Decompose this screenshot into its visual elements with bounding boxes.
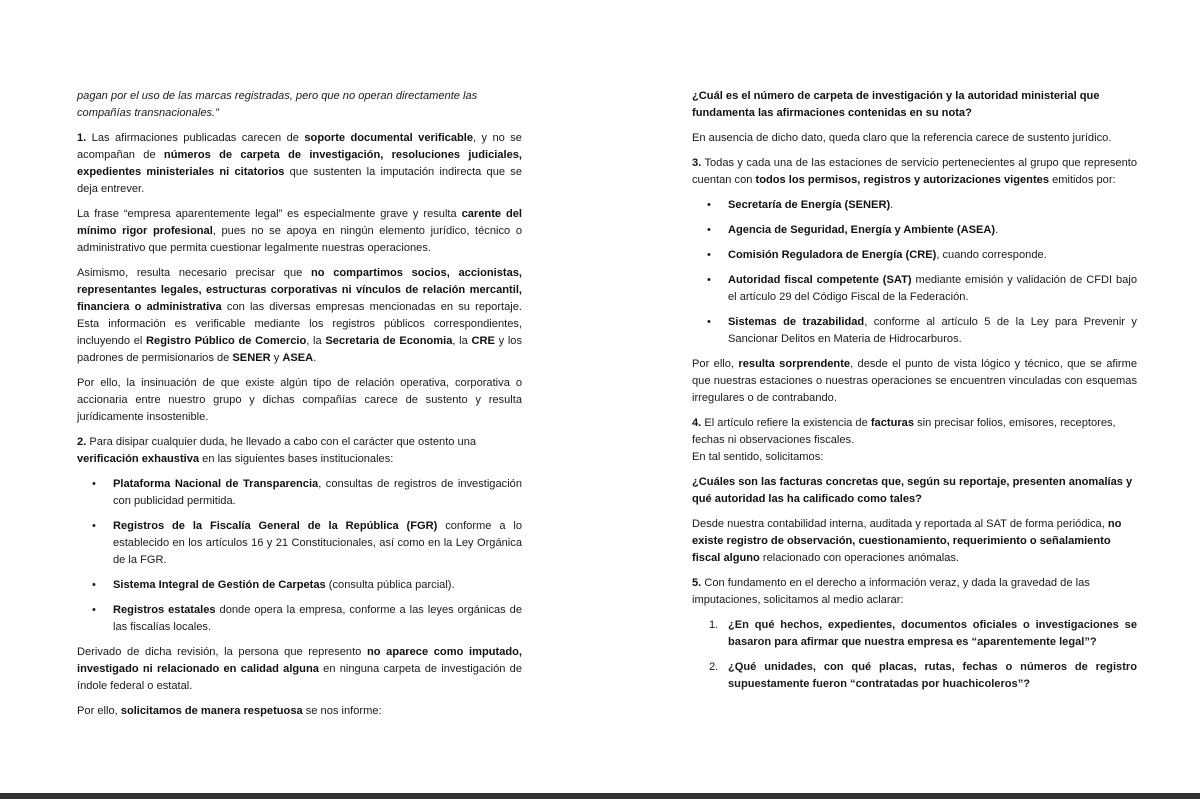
- bottom-bar: [0, 793, 1200, 799]
- paragraph-en-tal-sentido: En tal sentido, solicitamos:: [692, 451, 824, 463]
- paragraph-point-3: 3. Todas y cada una de las estaciones de servicio pertenecientes al grupo que represento cuentan con todos los permisos, registros y autorizaciones vigentes emitidos por:: [692, 157, 1137, 186]
- paragraph-asimismo: Asimismo, resulta necesario precisar que no compartimos socios, accionistas, representantes legales, estructuras corporativas ni vínculos de relación mercantil, financiera o administrativa con las diversas empresas mencionadas en su reportaje. Esta información es verificable mediante los registros públicos correspondientes, incluyendo el Registro Público de Comercio, la Secretaria de Economia, la CRE y los padrones de permisionarios de SENER y ASEA.: [77, 267, 523, 364]
- institutional-bases-list: [77, 476, 522, 636]
- paragraph-ausencia: En ausencia de dicho dato, queda claro que la referencia carece de sustento jurídico.: [692, 132, 1112, 144]
- paragraph-derivado: Derivado de dicha revisión, la persona que represento no aparece como imputado, investigado ni relacionado en calidad alguna en ninguna carpeta de investigación de índole federal o estatal.: [77, 646, 522, 692]
- list-item: • Registros de la Fiscalía General de la República (FGR) conforme a lo establecido en los artículos 16 y 21 Constitucionales, así como en la Ley Orgánica de la FGR.: [113, 518, 522, 569]
- paragraph-point-1: 1. Las afirmaciones publicadas carecen de soporte documental verificable, y no se acompañan de números de carpeta de investigación, resoluciones judiciales, expedientes ministeriales ni citatorios que sustenten la imputación indirecta que se deja entrever.: [77, 132, 522, 195]
- list-item: • Secretaría de Energía (SENER).: [728, 197, 1137, 214]
- right-column: [692, 88, 1137, 701]
- list-item: • Agencia de Seguridad, Energía y Ambiente (ASEA).: [728, 222, 1137, 239]
- paragraph-insinuacion: Por ello, la insinuación de que existe algún tipo de relación operativa, corporativa o accionaria entre nuestro grupo y dichas compañías carece de sustento y resulta jurídicamente insostenible.: [77, 377, 522, 423]
- paragraph-sorprendente: Por ello, resulta sorprendente, desde el punto de vista lógico y técnico, que se afirme que nuestras estaciones o nuestras operaciones se encuentren vinculadas con esquemas irregulares o de contrabando.: [692, 358, 1138, 404]
- permits-list: [692, 197, 1137, 348]
- list-item: 2. ¿Qué unidades, con qué placas, rutas, fechas o números de registro supuestamente fueron “contratadas por huachicoleros”?: [709, 661, 1137, 690]
- paragraph-contabilidad: Desde nuestra contabilidad interna, auditada y reportada al SAT de forma periódica, no existe registro de observación, cuestionamiento, requerimiento o señalamiento fiscal alguno relacionado con operaciones anómalas.: [692, 518, 1122, 564]
- list-item: • Autoridad fiscal competente (SAT) mediante emisión y validación de CFDI bajo el artículo 29 del Código Fiscal de la Federación.: [728, 272, 1137, 306]
- paragraph-point-5: 5. Con fundamento en el derecho a información veraz, y dada la gravedad de las imputaciones, solicitamos al medio aclarar:: [692, 577, 1090, 606]
- questions-list: [692, 617, 1137, 693]
- paragraph-frase: La frase “empresa aparentemente legal” es especialmente grave y resulta carente del mínimo rigor profesional, pues no se apoya en ningún elemento jurídico, técnico o administrativo que permita cuestionar legalmente nuestras operaciones.: [77, 208, 523, 254]
- list-item: • Sistemas de trazabilidad, conforme al artículo 5 de la Ley para Prevenir y Sancionar Delitos en Materia de Hidrocarburos.: [728, 314, 1137, 348]
- question-carpeta: ¿Cuál es el número de carpeta de investigación y la autoridad ministerial que fundamenta las afirmaciones contenidas en su nota?: [692, 90, 1100, 119]
- paragraph-quote-end: pagan por el uso de las marcas registradas, pero que no operan directamente las compañías transnacionales.”: [77, 90, 478, 119]
- list-item: 1. ¿En qué hechos, expedientes, documentos oficiales o investigaciones se basaron para afirmar que nuestra empresa es “aparentemente legal”?: [709, 619, 1137, 648]
- list-item: • Registros estatales donde opera la empresa, conforme a las leyes orgánicas de las fiscalías locales.: [113, 602, 522, 636]
- list-item: • Sistema Integral de Gestión de Carpetas (consulta pública parcial).: [113, 577, 522, 594]
- left-column: [77, 88, 522, 728]
- paragraph-solicitamos: Por ello, solicitamos de manera respetuosa se nos informe:: [77, 705, 382, 717]
- question-facturas: ¿Cuáles son las facturas concretas que, según su reportaje, presenten anomalías y qué autoridad las ha calificado como tales?: [692, 476, 1133, 505]
- list-item: • Plataforma Nacional de Transparencia, consultas de registros de investigación con publicidad permitida.: [113, 476, 522, 510]
- paragraph-point-4: 4. El artículo refiere la existencia de facturas sin precisar folios, emisores, receptores, fechas ni observaciones fiscales.: [692, 417, 1116, 446]
- list-item: • Comisión Reguladora de Energía (CRE), cuando corresponde.: [728, 247, 1137, 264]
- paragraph-point-2: 2. Para disipar cualquier duda, he llevado a cabo con el carácter que ostento una verificación exhaustiva en las siguientes bases institucionales:: [77, 436, 477, 465]
